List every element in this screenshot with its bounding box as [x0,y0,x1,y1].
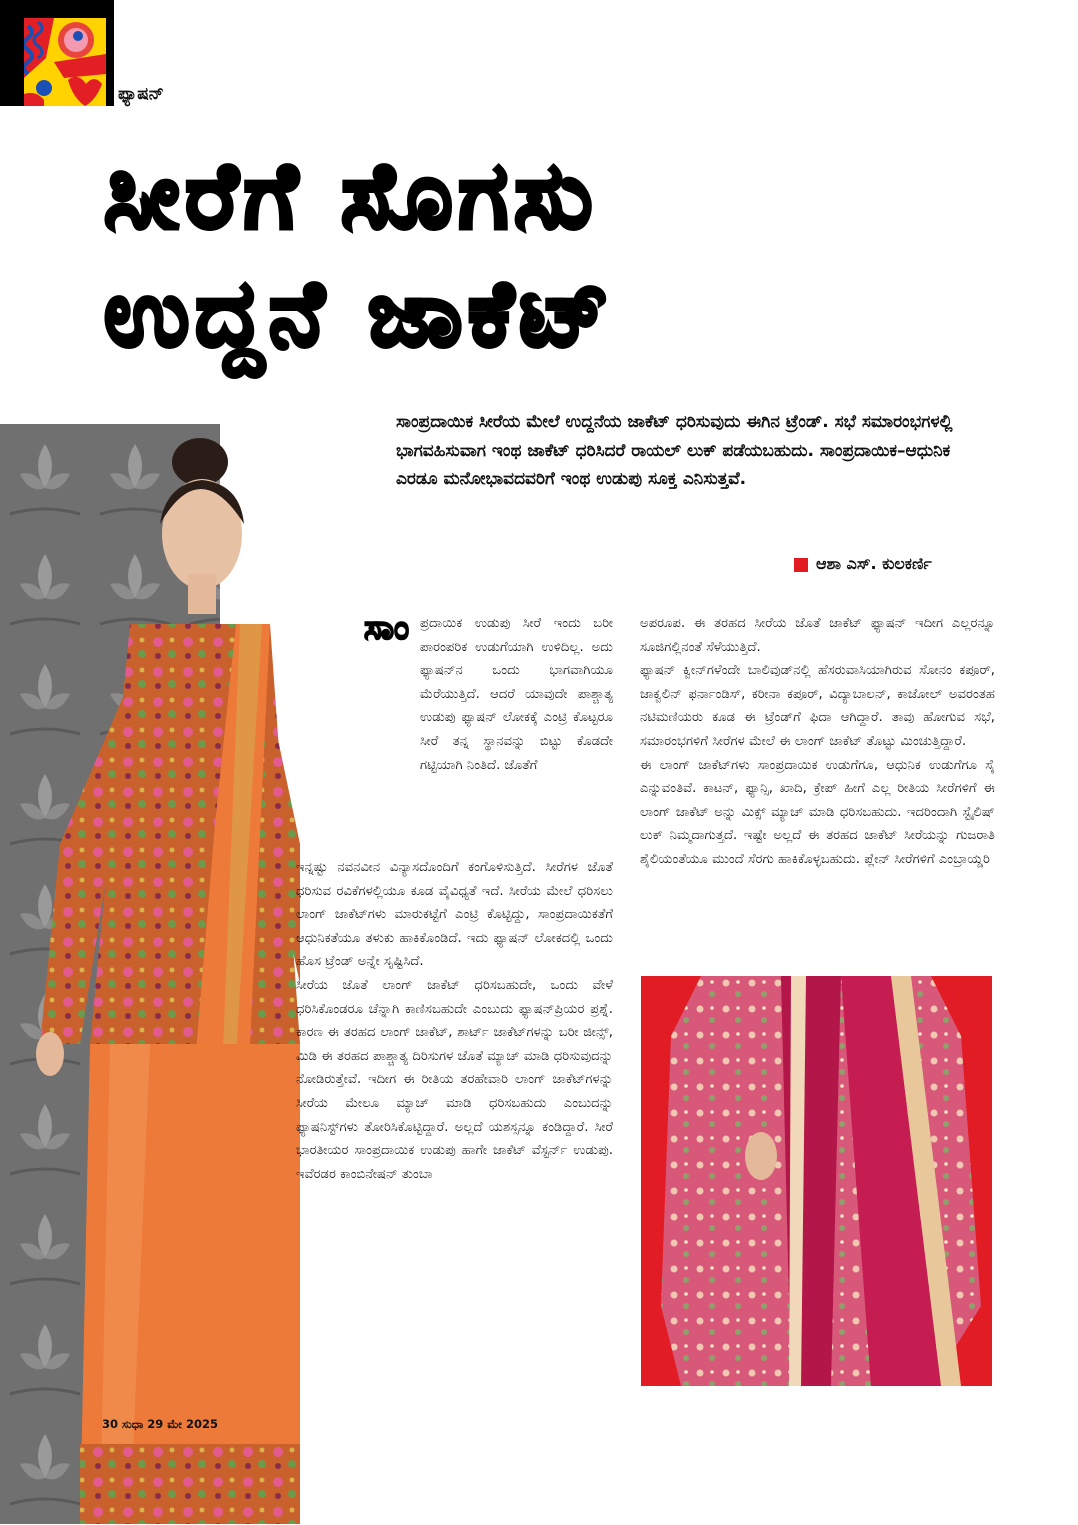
pink-jacket-photo [641,976,992,1386]
byline: ಆಶಾ ಎಸ್. ಕುಲಕರ್ಣಿ [816,554,932,573]
article-column-1-top: ಪ್ರದಾಯಿಕ ಉಡುಪು ಸೀರೆ ಇಂದು ಬರೀ ಪಾರಂಪರಿಕ ಉಡುಗೆಯಾಗಿ ಉಳಿದಿಲ್ಲ. ಅದು ಫ್ಯಾಷನ್‌ನ ಒಂದು ಭಾಗವಾಗಿಯೂ ಮೆರೆಯುತ್ತಿದೆ. ಆದರೆ ಯಾವುದೇ ಪಾಶ್ಚಾತ್ಯ ಉಡುಪು ಫ್ಯಾಷನ್ ಲೋಕಕ್ಕೆ ಎಂಟ್ರಿ ಕೊಟ್ಟರೂ ಸೀರೆ ತನ್ನ ಸ್ಥಾನವನ್ನು ಬಿಟ್ಟು ಕೊಡದೇ ಗಟ್ಟಿಯಾಗಿ ನಿಂತಿದೆ. ಜೊತೆಗೆ [420,616,613,773]
headline-line-2: ಉದ್ದನೆ ಜಾಕೆಟ್ [104,260,616,367]
standfirst: ಸಾಂಪ್ರದಾಯಿಕ ಸೀರೆಯ ಮೇಲೆ ಉದ್ದನೆಯ ಜಾಕೆಟ್ ಧರಿಸುವುದು ಈಗಿನ ಟ್ರೆಂಡ್. ಸಭೆ ಸಮಾರಂಭಗಳಲ್ಲಿ ಭಾಗವಹಿಸುವಾಗ ಇಂಥ ಜಾಕೆಟ್ ಧರಿಸಿದರೆ ರಾಯಲ್ ಲುಕ್ ಪಡೆಯಬಹುದು. ಸಾಂಪ್ರದಾಯಿಕ–ಆಧುನಿಕ ಎರಡೂ ಮನೋಭಾವದವರಿಗೆ ಇಂಥ ಉಡುಪು ಸೂಕ್ತ ಎನಿಸುತ್ತವೆ. [396,412,953,489]
article-column-1-bottom: ಇನ್ನಷ್ಟು ನವನವೀನ ವಿನ್ಯಾಸದೊಂದಿಗೆ ಕಂಗೊಳಿಸುತ್ತಿದೆ. ಸೀರೆಗಳ ಜೊತೆ ಧರಿಸುವ ರವಿಕೆಗಳಲ್ಲಿಯೂ ಕೂಡ ವೈವಿಧ್ಯತೆ ಇದೆ. ಸೀರೆಯ ಮೇಲೆ ಧರಿಸಲು ಲಾಂಗ್ ಜಾಕೆಟ್‌ಗಳು ಮಾರುಕಟ್ಟೆಗೆ ಎಂಟ್ರಿ ಕೊಟ್ಟಿದ್ದು, ಸಾಂಪ್ರದಾಯಿಕತೆಗೆ ಆಧುನಿಕತೆಯೂ ತಳುಕು ಹಾಕಿಕೊಂಡಿದೆ. ಇದು ಫ್ಯಾಷನ್ ಲೋಕದಲ್ಲಿ ಒಂದು ಹೊಸ ಟ್ರೆಂಡ್ ಅನ್ನೇ ಸೃಷ್ಟಿಸಿದೆ. ಸೀರೆಯ ಜೊತೆ ಲಾಂಗ್ ಜಾಕೆಟ್ ಧರಿಸಬಹುದೇ, ಒಂದು ವೇಳೆ ಧರಿಸಿಕೊಂಡರೂ ಚೆನ್ನಾಗಿ ಕಾಣಿಸಬಹುದೇ ಎಂಬುದು ಫ್ಯಾಷನ್‌ಪ್ರಿಯರ ಪ್ರಶ್ನೆ. ಕಾರಣ ಈ ತರಹದ ಲಾಂಗ್ ಜಾಕೆಟ್, ಶಾರ್ಟ್ ಜಾಕೆಟ್‌ಗಳನ್ನು ಬರೀ ಜೀನ್ಸ್, ಮಿಡಿ ಈ ತರಹದ ಪಾಶ್ಚಾತ್ಯ ದಿರಿಸುಗಳ ಜೊತೆ ಮ್ಯಾಚ್ ಮಾಡಿ ಧರಿಸುವುದನ್ನು ನೋಡಿರುತ್ತೇವೆ. ಇದೀಗ ಈ ರೀತಿಯ ತರಹೇವಾರಿ ಲಾಂಗ್ ಜಾಕೆಟ್‌ಗಳನ್ನು ಸೀರೆಯ ಮೇಲೂ ಮ್ಯಾಚ್ ಮಾಡಿ ಧರಿಸಬಹುದು ಎಂಬುದನ್ನು ಫ್ಯಾಷನಿಸ್ಟ್‌ಗಳು ತೋರಿಸಿಕೊಟ್ಟಿದ್ದಾರೆ. ಅಲ್ಲದೆ ಯಶಸ್ಸನ್ನೂ ಕಂಡಿದ್ದಾರೆ. ಸೀರೆ ಭಾರತೀಯರ ಸಾಂಪ್ರದಾಯಿಕ ಉಡುಪು ಹಾಗೇ ಜಾಕೆಟ್ ವೆಸ್ಟರ್ನ್ ಉಡುಪು. ಇವೆರಡರ ಕಾಂಬಿನೇಷನ್ ತುಂಬಾ [296,860,613,1182]
byline-marker [794,558,808,572]
section-logo-art [24,18,106,106]
article-column-2: ಅಪರೂಪ. ಈ ತರಹದ ಸೀರೆಯ ಜೊತೆ ಜಾಕೆಟ್ ಫ್ಯಾಷನ್ ಇದೀಗ ಎಲ್ಲರನ್ನೂ ಸೂಜಿಗಲ್ಲಿನಂತೆ ಸೆಳೆಯುತ್ತಿದೆ. ಫ್ಯಾಷನ್ ಕ್ವೀನ್‌ಗಳೆಂದೇ ಬಾಲಿವುಡ್‌ನಲ್ಲಿ ಹೆಸರುವಾಸಿಯಾಗಿರುವ ಸೋನಂ ಕಪೂರ್, ಜಾಕ್ವಲಿನ್ ಫರ್ನಾಂಡಿಸ್, ಕರೀನಾ ಕಪೂರ್, ವಿದ್ಯಾಬಾಲನ್, ಕಾಜೋಲ್ ಅವರಂತಹ ನಟಿಮಣಿಯರು ಕೂಡ ಈ ಟ್ರೆಂಡ್‌ಗೆ ಫಿದಾ ಆಗಿದ್ದಾರೆ. ತಾವು ಹೋಗುವ ಸಭೆ, ಸಮಾರಂಭಗಳಿಗೆ ಸೀರೆಗಳ ಮೇಲೆ ಈ ಲಾಂಗ್ ಜಾಕೆಟ್ ತೊಟ್ಟು ಮಿಂಚುತ್ತಿದ್ದಾರೆ. ಈ ಲಾಂಗ್ ಜಾಕೆಟ್‌ಗಳು ಸಾಂಪ್ರದಾಯಿಕ ಉಡುಗೆಗೂ, ಆಧುನಿಕ ಉಡುಗೆಗೂ ಸೈ ಎನ್ನುವಂತಿವೆ. ಕಾಟನ್, ಫ್ಯಾನ್ಸಿ, ಖಾದಿ, ಕ್ರೇಪ್ ಹೀಗೆ ಎಲ್ಲ ರೀತಿಯ ಸೀರೆಗಳಿಗೆ ಈ ಲಾಂಗ್ ಜಾಕೆಟ್ ಅನ್ನು ಮಿಕ್ಸ್ ಮ್ಯಾಚ್ ಮಾಡಿ ಧರಿಸಬಹುದು. ಇದರಿಂದಾಗಿ ಸ್ಟೈಲಿಷ್ ಲುಕ್ ನಿಮ್ಮದಾಗುತ್ತದೆ. ಇಷ್ಟೇ ಅಲ್ಲದೆ ಈ ತರಹದ ಜಾಕೆಟ್ ಸೀರೆಯನ್ನು ಗುಜರಾತಿ ಶೈಲಿಯಂತೆಯೂ ಮುಂದೆ ಸೆರಗು ಹಾಕಿಕೊಳ್ಳಬಹುದು. ಪ್ಲೇನ್ ಸೀರೆಗಳಿಗೆ ಎಂಬ್ರಾಯ್ಡರಿ [640,616,995,867]
model-saree-jacket-photo [0,424,300,1524]
section-label: ಫ್ಯಾಷನ್ [118,84,164,104]
drop-cap: ಸಾಂ [364,608,410,648]
headline-line-1: ಸೀರೆಗೆ ಸೊಗಸು [104,142,599,249]
page-folio: 30 ಸುಧಾ 29 ಮೇ 2025 [102,1417,218,1431]
